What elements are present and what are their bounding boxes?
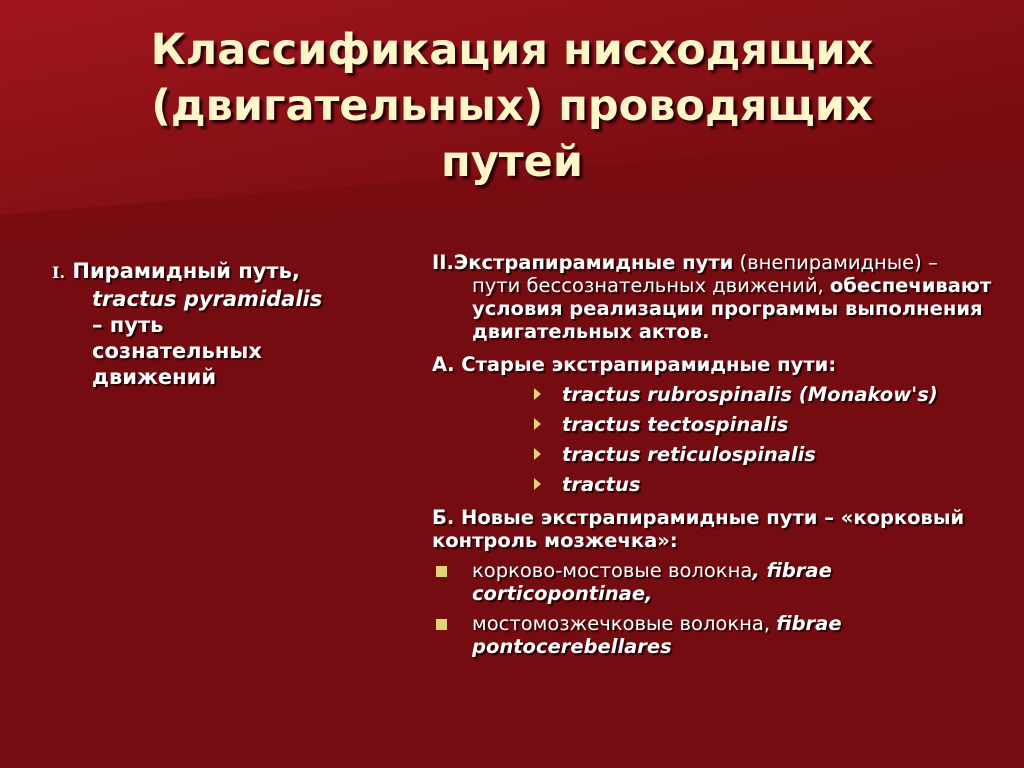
right-desc-bold: обеспечивают условия реализации программы выполнения двигательных актов. — [472, 274, 992, 343]
old-path-4: tractus — [562, 473, 641, 496]
title-line-3: путей — [441, 137, 583, 187]
triangle-bullet-icon — [534, 388, 541, 400]
new-paths-label: Б. Новые экстрапирамидные пути – «корковый контроль мозжечка»: — [432, 506, 965, 552]
right-heading: Экстрапирамидные пути — [453, 251, 734, 274]
title-line-2: (двигательных) проводящих — [151, 81, 873, 131]
triangle-bullet-icon — [534, 478, 541, 490]
left-column — [52, 258, 382, 390]
right-column — [432, 251, 992, 658]
left-heading: Пирамидный путь, — [72, 259, 300, 283]
old-paths-label: А. Старые экстрапирамидные пути: — [432, 353, 837, 376]
square-bullet-icon — [436, 566, 447, 577]
left-line-4: сознательных — [92, 339, 262, 363]
list-item — [562, 443, 992, 466]
new-path-2-latin: fibrae pontocerebellares — [472, 612, 842, 658]
list-item — [562, 413, 992, 436]
list-item — [432, 559, 992, 605]
extrapyramidal-intro — [432, 251, 992, 343]
new-path-1-latin: , fibrae corticopontinae, — [472, 559, 832, 605]
old-path-1: tractus rubrospinalis (Monakow's) — [562, 383, 938, 406]
right-numeral: II. — [432, 251, 454, 274]
new-path-1-plain: корково-мостовые волокна — [472, 559, 753, 582]
right-desc-plain: (внепирамидные) – пути бессознательных движений, — [472, 251, 938, 297]
triangle-bullet-icon — [534, 448, 541, 460]
triangle-bullet-icon — [534, 418, 541, 430]
old-path-2: tractus tectospinalis — [562, 413, 789, 436]
slide-title — [30, 22, 994, 190]
left-numeral: I. — [52, 263, 66, 282]
list-item — [562, 473, 992, 496]
square-bullet-icon — [436, 619, 447, 630]
list-item — [562, 383, 992, 406]
new-path-2-plain: мостомозжечковые волокна, — [472, 612, 777, 635]
left-line-5: движений — [92, 365, 217, 389]
title-line-1: Классификация нисходящих — [150, 25, 874, 75]
left-line-3: – путь — [92, 313, 164, 337]
old-path-3: tractus reticulospinalis — [562, 443, 816, 466]
list-item — [432, 612, 992, 658]
left-latin: tractus pyramidalis — [92, 287, 323, 311]
